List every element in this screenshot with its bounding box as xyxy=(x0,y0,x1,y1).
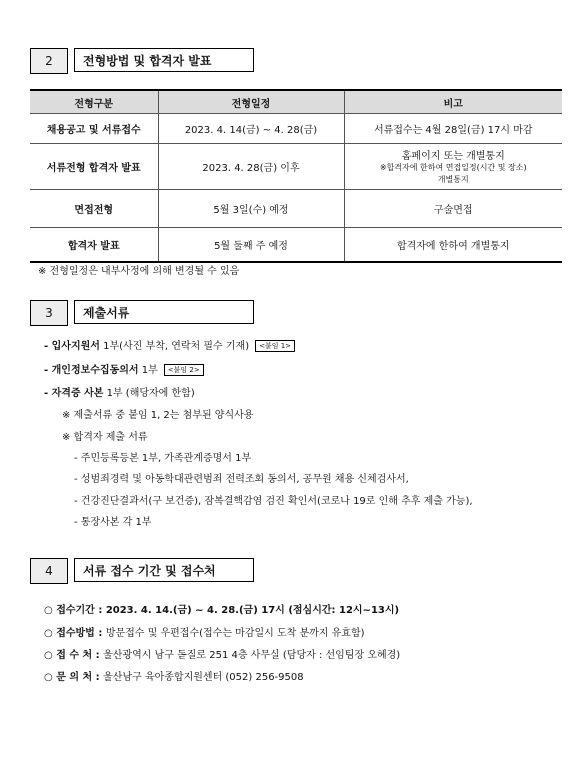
info-label: ○ 접수방법 : xyxy=(44,628,106,639)
row-schedule: 5월 둘째 주 예정 xyxy=(158,228,344,262)
schedule-footnote: ※ 전형일정은 내부사정에 의해 변경될 수 있음 xyxy=(38,266,240,277)
row-note-sub: 개별통지 xyxy=(437,175,469,184)
info-label: ○ 접 수 처 : xyxy=(44,650,104,661)
table-row xyxy=(30,114,562,144)
document-sub-item: - 통장사본 각 1부 xyxy=(74,517,152,528)
submission-info-line xyxy=(44,601,399,616)
document-sub-item: - 주민등록등본 1부, 가족관계증명서 1부 xyxy=(74,453,252,464)
submission-info-line xyxy=(44,646,400,661)
column-header: 전형일정 xyxy=(158,90,344,114)
submission-info-line xyxy=(44,624,365,639)
section-number: 4 xyxy=(30,558,68,584)
item-label: - 자격증 사본 xyxy=(44,388,104,399)
section-title: 전형방법 및 합격자 발표 xyxy=(74,48,254,72)
info-label: ○ 접수기간 : xyxy=(44,605,106,616)
row-schedule: 2023. 4. 28(금) 이후 xyxy=(158,144,344,190)
table-row xyxy=(30,190,562,228)
section-2-header xyxy=(30,48,254,74)
info-text: 울산광역시 남구 돋질로 251 4층 사무실 (담당자 : 선임팀장 오혜경) xyxy=(103,650,401,661)
table-header-row xyxy=(30,90,562,114)
table-row xyxy=(30,144,562,190)
row-note: 합격자에 한하여 개별통지 xyxy=(344,228,562,262)
attachment-tag: <붙임 1> xyxy=(255,340,295,352)
info-text: 2023. 4. 14.(금) ~ 4. 28.(금) 17시 (점심시간: 12시~13시) xyxy=(105,605,400,616)
row-note: 서류접수는 4월 28일(금) 17시 마감 xyxy=(344,114,562,144)
row-category: 서류전형 합격자 발표 xyxy=(30,144,158,190)
info-text: 울산남구 육아종합지원센터 (052) 256-9508 xyxy=(103,672,304,683)
section-4-header xyxy=(30,558,254,584)
info-label: ○ 문 의 처 : xyxy=(44,672,104,683)
item-text: 1부 (해당자에 한함) xyxy=(103,388,195,399)
section-title: 서류 접수 기간 및 접수처 xyxy=(74,558,254,582)
column-header: 비고 xyxy=(344,90,562,114)
row-note-sub: ※합격자에 한하여 면접일정(시간 및 장소) xyxy=(379,163,527,172)
attachment-tag: <붙임 2> xyxy=(164,364,204,376)
row-category: 합격자 발표 xyxy=(30,228,158,262)
item-label: - 개인정보수집동의서 xyxy=(44,365,139,376)
section-number: 3 xyxy=(30,300,68,326)
section-3-header xyxy=(30,300,254,326)
row-category: 채용공고 및 서류접수 xyxy=(30,114,158,144)
row-category: 면접전형 xyxy=(30,190,158,228)
document-note: ※ 제출서류 중 붙임 1, 2는 첨부된 양식사용 xyxy=(62,410,254,421)
row-note: 홈페이지 또는 개별통지 xyxy=(401,151,505,162)
row-note: 구술면접 xyxy=(344,190,562,228)
submission-info-line xyxy=(44,668,304,683)
row-schedule: 5월 3일(수) 예정 xyxy=(158,190,344,228)
section-number: 2 xyxy=(30,48,68,74)
row-note-cell xyxy=(344,144,562,190)
table-row xyxy=(30,228,562,262)
document-sub-item: - 성범죄경력 및 아동학대관련범죄 전력조회 동의서, 공무원 채용 신체검사서, xyxy=(74,474,409,485)
section-title: 제출서류 xyxy=(74,300,254,324)
document-item xyxy=(44,361,204,376)
info-text: 방문접수 및 우편접수(접수는 마감일시 도착 분까지 유효함) xyxy=(105,628,365,639)
item-text: 1부 xyxy=(138,365,158,376)
row-schedule: 2023. 4. 14(금) ~ 4. 28(금) xyxy=(158,114,344,144)
schedule-table xyxy=(30,89,562,263)
column-header: 전형구분 xyxy=(30,90,158,114)
document-note: ※ 합격자 제출 서류 xyxy=(62,432,148,443)
item-text: 1부(사진 부착, 연락처 필수 기재) xyxy=(99,341,250,352)
document-sub-item: - 건강진단결과서(구 보건증), 잠복결핵감염 검진 확인서(코로나 19로 인해 추후 제출 가능), xyxy=(74,496,473,507)
item-label: - 입사지원서 xyxy=(44,341,100,352)
document-item xyxy=(44,337,295,352)
document-item xyxy=(44,384,195,399)
